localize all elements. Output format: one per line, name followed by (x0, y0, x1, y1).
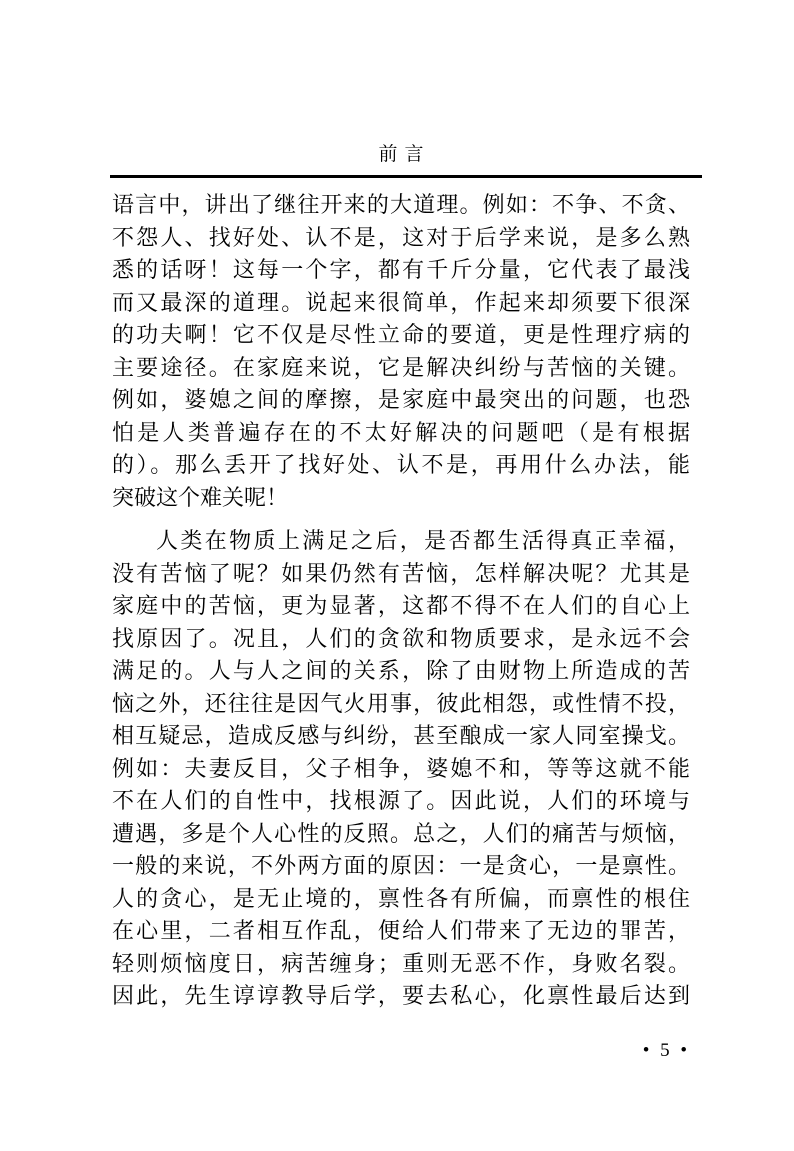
text-line: 遭遇，多是个人心性的反照。总之，人们的痛苦与烦恼， (112, 820, 690, 846)
text-line: 家庭中的苦恼，更为显著，这都不得不在人们的自心上 (112, 593, 690, 618)
text-line: 满足的。人与人之间的关系，除了由财物上所造成的苦 (112, 658, 690, 683)
text-line: 的功夫啊！它不仅是尽性立命的要道，更是性理疗病的 (112, 322, 690, 347)
text-line: 而又最深的道理。说起来很简单，作起来却须要下很深 (112, 289, 690, 315)
text-line: 悉的话呀！这每一个字，都有千斤分量，它代表了最浅 (112, 257, 690, 282)
text-line: 不在人们的自性中，找根源了。因此说，人们的环境与 (112, 788, 690, 813)
text-line: 人的贪心，是无止境的，禀性各有所偏，而禀性的根住 (112, 885, 690, 911)
page-body (112, 189, 690, 1013)
text-line: 例如，婆媳之间的摩擦，是家庭中最突出的问题，也恐 (112, 387, 690, 412)
text-line: 轻则烦恼度日，病苦缠身；重则无恶不作，身败名裂。 (112, 950, 690, 976)
text-line: 不怨人、找好处、认不是，这对于后学来说，是多么熟 (112, 224, 690, 250)
page-number: • 5 • (642, 1040, 690, 1061)
text-line: 恼之外，还往往是因气火用事，彼此相怨，或性情不投， (112, 690, 690, 716)
text-line: 一般的来说，不外两方面的原因：一是贪心，一是禀性。 (112, 853, 690, 878)
text-line: 找原因了。况且，人们的贪欲和物质要求，是永远不会 (112, 625, 690, 651)
text-line: 突破这个难关呢！ (112, 484, 289, 510)
paragraph (112, 525, 690, 1013)
header-rule (110, 175, 702, 178)
paragraph (112, 189, 690, 514)
text-line: 在心里，二者相互作乱，便给人们带来了无边的罪苦， (112, 918, 690, 943)
text-line: 主要途径。在家庭来说，它是解决纠纷与苦恼的关键。 (112, 354, 690, 380)
text-line: 怕是人类普遍存在的不太好解决的问题吧（是有根据 (112, 419, 690, 445)
text-line: 人类在物质上满足之后，是否都生活得真正幸福， (156, 528, 690, 553)
chapter-title: 前言 (378, 144, 431, 165)
text-line: 语言中，讲出了继往开来的大道理。例如：不争、不贪、 (112, 192, 690, 217)
text-line: 的）。那么丢开了找好处、认不是，再用什么办法，能 (112, 452, 690, 477)
text-line: 相互疑忌，造成反感与纠纷，甚至酿成一家人同室操戈。 (112, 723, 690, 748)
text-line: 没有苦恼了呢？如果仍然有苦恼，怎样解决呢？尤其是 (112, 560, 690, 586)
text-line: 例如：夫妻反目，父子相争，婆媳不和，等等这就不能 (112, 755, 690, 781)
text-line: 因此，先生谆谆教导后学，要去私心，化禀性最后达到 (112, 983, 690, 1008)
